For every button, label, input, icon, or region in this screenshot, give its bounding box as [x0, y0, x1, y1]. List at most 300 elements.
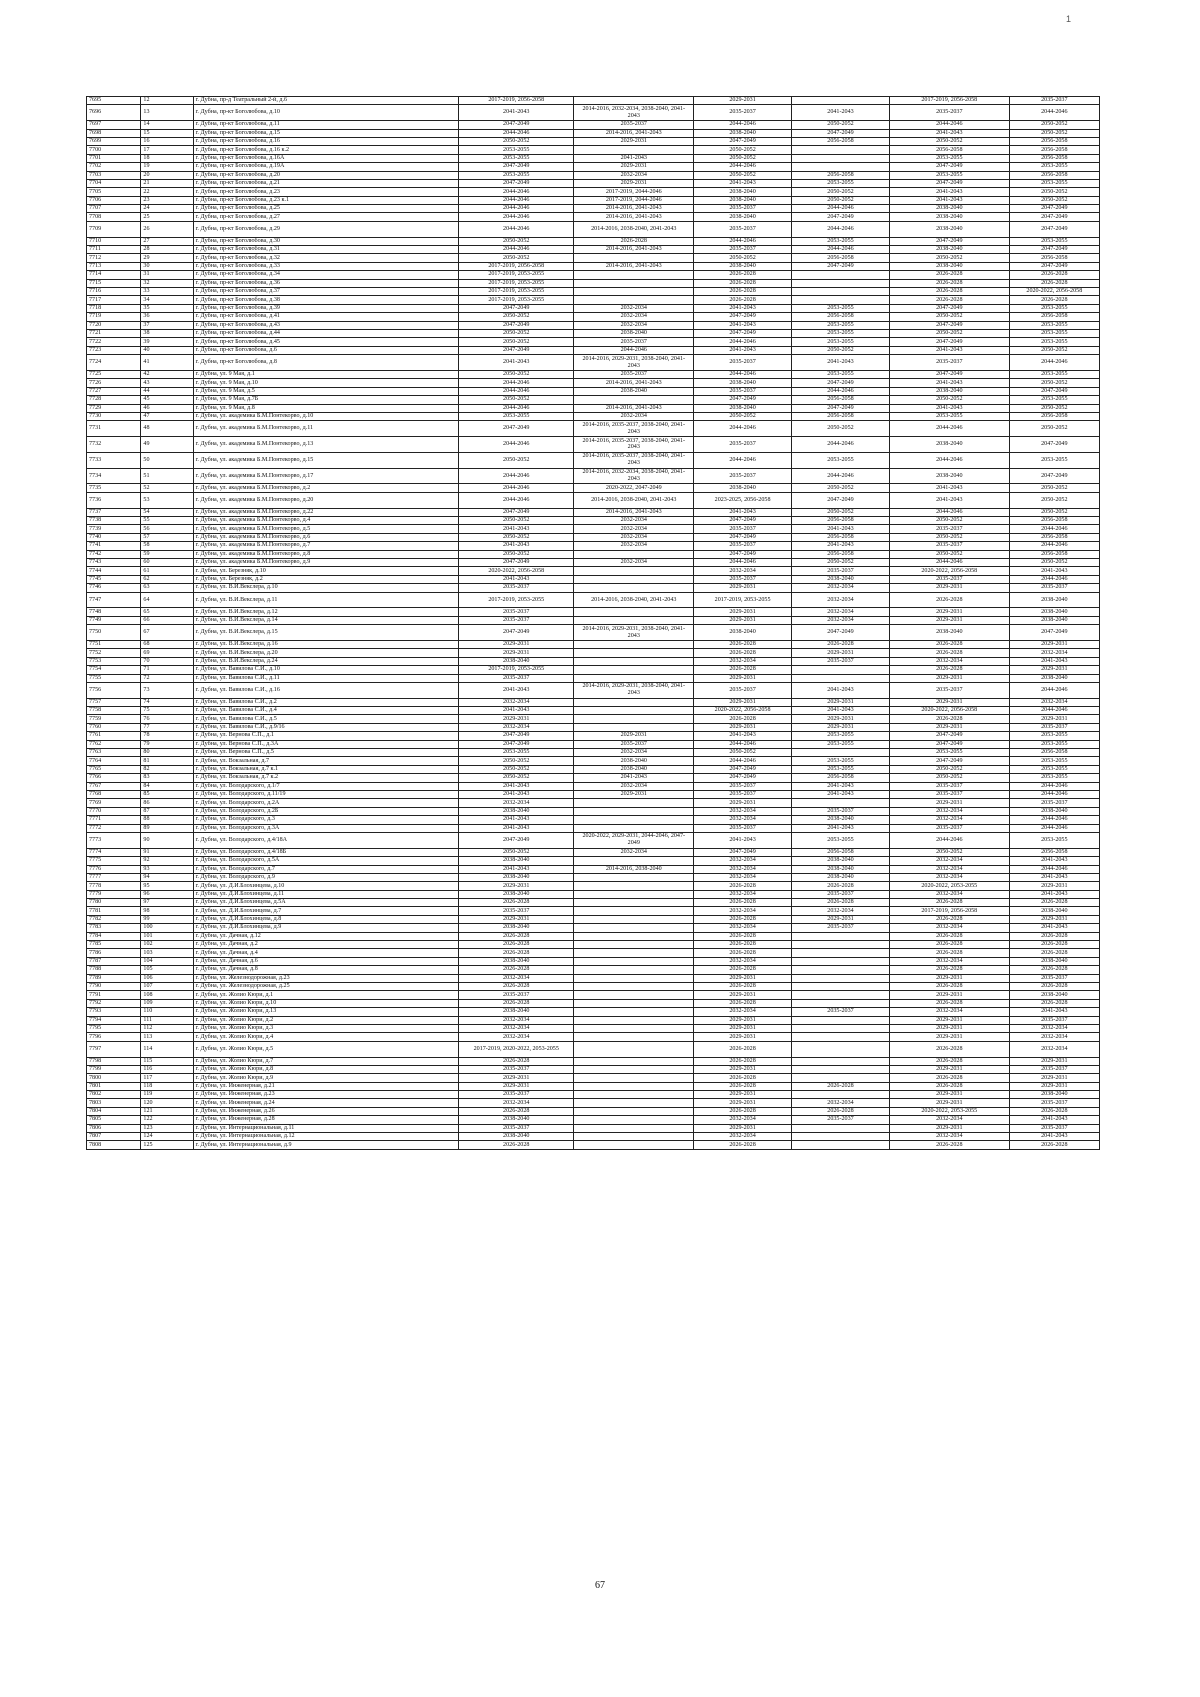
table-cell — [574, 799, 694, 807]
table-cell — [574, 949, 694, 957]
table-cell: 2050-2052 — [792, 508, 890, 516]
table-cell: 75 — [141, 707, 193, 715]
table-cell: 2014-2016, 2035-2037, 2038-2040, 2041-2043 — [574, 452, 694, 468]
table-cell: г. Дубна, пр-кт Боголюбова, д.29 — [193, 221, 458, 237]
table-cell: 2053-2055 — [1009, 370, 1099, 378]
table-cell: 2047-2049 — [1009, 468, 1099, 484]
table-cell: г. Дубна, ул. академика Б.М.Понтекорво, д.11 — [193, 421, 458, 437]
table-cell: 2047-2049 — [694, 550, 792, 558]
table-row — [87, 346, 1100, 354]
table-cell: 2038-2040 — [459, 657, 574, 665]
table-cell: 2032-2034 — [792, 608, 890, 616]
table-cell: 2056-2058 — [1009, 550, 1099, 558]
table-cell: 7739 — [87, 525, 141, 533]
table-cell: 95 — [141, 882, 193, 890]
table-cell: 2014-2016, 2041-2043 — [574, 129, 694, 137]
table-cell: 2038-2040 — [1009, 907, 1099, 915]
table-cell: 2035-2037 — [459, 584, 574, 592]
table-cell: 2041-2043 — [459, 865, 574, 873]
table-cell: 7803 — [87, 1099, 141, 1107]
table-cell — [574, 1057, 694, 1065]
table-cell: 7802 — [87, 1091, 141, 1099]
table-cell: 2032-2034 — [889, 816, 1009, 824]
table-cell: г. Дубна, ул. академика Б.М.Понтекорво, д.5 — [193, 525, 458, 533]
table-cell: 2032-2034 — [1009, 698, 1099, 706]
table-cell: 2047-2049 — [1009, 221, 1099, 237]
table-cell: 2044-2046 — [694, 757, 792, 765]
table-row — [87, 657, 1100, 665]
table-cell: 2038-2040 — [889, 221, 1009, 237]
table-cell: 2026-2028 — [889, 279, 1009, 287]
table-cell: 2038-2040 — [694, 484, 792, 492]
table-row — [87, 882, 1100, 890]
table-cell: г. Дубна, ул. Д.И.Блохинцева, д.9 — [193, 924, 458, 932]
table-cell: 7760 — [87, 723, 141, 731]
table-cell: 2056-2058 — [1009, 146, 1099, 154]
table-cell: 2050-2052 — [792, 421, 890, 437]
table-cell: 2029-2031 — [1009, 882, 1099, 890]
table-cell: 2041-2043 — [694, 832, 792, 848]
table-cell: 2035-2037 — [574, 740, 694, 748]
table-row — [87, 649, 1100, 657]
table-cell: 2053-2055 — [459, 171, 574, 179]
table-cell: 42 — [141, 370, 193, 378]
table-cell: 7711 — [87, 246, 141, 254]
table-cell: 2017-2019, 2056-2058 — [889, 97, 1009, 105]
table-cell — [574, 999, 694, 1007]
table-cell: 2026-2028 — [574, 237, 694, 245]
table-cell: 2032-2034 — [889, 890, 1009, 898]
table-cell: 7701 — [87, 154, 141, 162]
table-cell — [574, 1141, 694, 1149]
table-row — [87, 782, 1100, 790]
table-cell: 2026-2028 — [889, 666, 1009, 674]
table-cell: 2044-2046 — [889, 421, 1009, 437]
table-cell: г. Дубна, пр-кт Боголюбова, д.11 — [193, 121, 458, 129]
table-cell: 2041-2043 — [1009, 873, 1099, 881]
table-cell: 2044-2046 — [1009, 865, 1099, 873]
table-cell: 55 — [141, 517, 193, 525]
table-cell: 59 — [141, 550, 193, 558]
table-cell: 18 — [141, 154, 193, 162]
table-cell: 2053-2055 — [792, 179, 890, 187]
table-cell: 78 — [141, 732, 193, 740]
table-row — [87, 723, 1100, 731]
table-cell: 2029-2031 — [792, 723, 890, 731]
table-cell: 2026-2028 — [889, 949, 1009, 957]
table-cell: 2047-2049 — [694, 137, 792, 145]
table-cell: 2026-2028 — [792, 882, 890, 890]
table-cell: 2029-2031 — [889, 1091, 1009, 1099]
table-row — [87, 974, 1100, 982]
table-cell: 45 — [141, 396, 193, 404]
table-cell: 16 — [141, 137, 193, 145]
table-row — [87, 807, 1100, 815]
table-cell: 7738 — [87, 517, 141, 525]
table-cell: 2038-2040 — [889, 387, 1009, 395]
table-cell: 2056-2058 — [792, 254, 890, 262]
table-cell: 2020-2022, 2056-2058 — [1009, 288, 1099, 296]
table-cell — [792, 1091, 890, 1099]
table-cell: 2050-2052 — [459, 765, 574, 773]
table-cell: 2020-2022, 2056-2058 — [889, 707, 1009, 715]
table-row — [87, 749, 1100, 757]
table-cell: 2035-2037 — [694, 387, 792, 395]
table-cell: 53 — [141, 492, 193, 508]
table-cell: г. Дубна, ул. Березняк, д.2 — [193, 575, 458, 583]
table-cell: 2032-2034 — [574, 321, 694, 329]
table-cell — [574, 1107, 694, 1115]
table-cell: 2026-2028 — [792, 1082, 890, 1090]
table-cell: 2044-2046 — [459, 188, 574, 196]
table-cell: 2035-2037 — [459, 1091, 574, 1099]
table-cell: 44 — [141, 387, 193, 395]
table-cell: 37 — [141, 321, 193, 329]
table-cell: 2020-2022, 2053-2055 — [889, 882, 1009, 890]
table-cell: 49 — [141, 437, 193, 453]
table-cell: 2053-2055 — [889, 154, 1009, 162]
table-cell: 110 — [141, 1008, 193, 1016]
table-cell: г. Дубна, ул. Жолио Кюри, д.4 — [193, 1033, 458, 1041]
table-cell: 2047-2049 — [459, 179, 574, 187]
table-row — [87, 97, 1100, 105]
table-cell: г. Дубна, ул. Д.И.Блохинцева, д.8 — [193, 915, 458, 923]
table-cell: 2044-2046 — [889, 832, 1009, 848]
table-cell: 2026-2028 — [1009, 296, 1099, 304]
table-cell — [574, 567, 694, 575]
table-cell: 2038-2040 — [792, 865, 890, 873]
table-cell: 2035-2037 — [792, 657, 890, 665]
table-cell: 2047-2049 — [694, 774, 792, 782]
table-cell: 2050-2052 — [459, 517, 574, 525]
table-cell: 88 — [141, 816, 193, 824]
table-cell: 108 — [141, 991, 193, 999]
table-cell: г. Дубна, ул. Инженерная, д.23 — [193, 1091, 458, 1099]
table-cell: 2050-2052 — [792, 196, 890, 204]
table-cell: 2050-2052 — [459, 452, 574, 468]
table-cell: г. Дубна, ул. Вокзальная, д.7 — [193, 757, 458, 765]
table-cell: 2029-2031 — [694, 1099, 792, 1107]
table-cell: 40 — [141, 346, 193, 354]
table-cell: г. Дубна, ул. Вавилова С.И., д.5 — [193, 715, 458, 723]
table-cell: 2014-2016, 2041-2043 — [574, 205, 694, 213]
table-cell: 2035-2037 — [792, 1008, 890, 1016]
table-cell: 2053-2055 — [459, 749, 574, 757]
table-cell: 2026-2028 — [889, 999, 1009, 1007]
table-cell — [792, 999, 890, 1007]
table-row — [87, 682, 1100, 698]
table-cell: 2050-2052 — [459, 550, 574, 558]
table-cell: 2041-2043 — [792, 782, 890, 790]
table-cell: 115 — [141, 1057, 193, 1065]
table-cell: 2038-2040 — [694, 262, 792, 270]
table-cell: 2053-2055 — [792, 329, 890, 337]
table-cell: 7745 — [87, 575, 141, 583]
table-cell: 102 — [141, 941, 193, 949]
table-cell: 2056-2058 — [792, 313, 890, 321]
table-cell: 2047-2049 — [792, 379, 890, 387]
table-cell: 2047-2049 — [1009, 213, 1099, 221]
table-cell: 2029-2031 — [889, 1065, 1009, 1073]
table-cell: 2029-2031 — [889, 1033, 1009, 1041]
table-cell: 7756 — [87, 682, 141, 698]
table-cell: 7778 — [87, 882, 141, 890]
table-cell: 2026-2028 — [694, 279, 792, 287]
table-cell: 7770 — [87, 807, 141, 815]
table-cell: 2050-2052 — [1009, 121, 1099, 129]
table-cell: 86 — [141, 799, 193, 807]
table-cell — [574, 657, 694, 665]
table-cell: 2026-2028 — [1009, 999, 1099, 1007]
table-cell: 2041-2043 — [1009, 567, 1099, 575]
table-cell: 2029-2031 — [694, 1016, 792, 1024]
table-cell: 7741 — [87, 542, 141, 550]
table-cell: 7710 — [87, 237, 141, 245]
table-cell: 7748 — [87, 608, 141, 616]
table-cell: 2047-2049 — [792, 404, 890, 412]
table-cell: 2047-2049 — [459, 163, 574, 171]
table-cell: г. Дубна, ул. Инженерная, д.21 — [193, 1082, 458, 1090]
table-cell: 82 — [141, 765, 193, 773]
table-cell: 29 — [141, 254, 193, 262]
table-cell: г. Дубна, ул. Володарского, д.3 — [193, 816, 458, 824]
table-cell: 50 — [141, 452, 193, 468]
table-cell: г. Дубна, ул. Жолио Кюри, д.8 — [193, 1065, 458, 1073]
table-cell: 2044-2046 — [459, 196, 574, 204]
table-cell: 2017-2019, 2056-2058 — [459, 97, 574, 105]
table-cell: 2041-2043 — [792, 525, 890, 533]
table-cell — [574, 584, 694, 592]
table-cell — [792, 1141, 890, 1149]
table-cell: 2053-2055 — [792, 321, 890, 329]
table-cell: 77 — [141, 723, 193, 731]
table-cell: 2032-2034 — [694, 857, 792, 865]
table-cell: 12 — [141, 97, 193, 105]
table-cell: 2044-2046 — [459, 205, 574, 213]
table-cell: г. Дубна, ул. Вавилова С.И., д.10 — [193, 666, 458, 674]
table-cell: 7794 — [87, 1016, 141, 1024]
table-row — [87, 370, 1100, 378]
table-cell: 2026-2028 — [1009, 279, 1099, 287]
table-cell: 33 — [141, 288, 193, 296]
table-cell: 89 — [141, 824, 193, 832]
table-row — [87, 271, 1100, 279]
table-cell: 2053-2055 — [1009, 832, 1099, 848]
table-row — [87, 1016, 1100, 1024]
table-cell: 2032-2034 — [574, 559, 694, 567]
table-cell: 2053-2055 — [1009, 338, 1099, 346]
table-cell: 2050-2052 — [1009, 492, 1099, 508]
table-cell: 2029-2031 — [792, 915, 890, 923]
table-cell — [574, 279, 694, 287]
table-cell: 2038-2040 — [792, 816, 890, 824]
table-cell: 2029-2031 — [1009, 715, 1099, 723]
table-cell: 2047-2049 — [1009, 262, 1099, 270]
table-row — [87, 205, 1100, 213]
table-cell: 2014-2016, 2032-2034, 2038-2040, 2041-2043 — [574, 105, 694, 121]
table-cell: 2044-2046 — [694, 370, 792, 378]
table-cell: 2035-2037 — [792, 807, 890, 815]
table-cell: 2032-2034 — [574, 171, 694, 179]
table-cell: 2038-2040 — [1009, 674, 1099, 682]
table-cell: 2038-2040 — [1009, 592, 1099, 608]
table-cell: 2050-2052 — [694, 412, 792, 420]
table-cell: 2056-2058 — [792, 848, 890, 856]
table-cell: 32 — [141, 279, 193, 287]
table-cell: г. Дубна, ул. академика Б.М.Понтекорво, д.9 — [193, 559, 458, 567]
table-cell: 2038-2040 — [1009, 1091, 1099, 1099]
table-cell: 123 — [141, 1124, 193, 1132]
table-cell: 7707 — [87, 205, 141, 213]
table-row — [87, 949, 1100, 957]
table-cell: 2032-2034 — [459, 723, 574, 731]
table-cell: 2032-2034 — [574, 782, 694, 790]
table-cell: 2047-2049 — [889, 740, 1009, 748]
table-cell: 7749 — [87, 616, 141, 624]
table-cell: 2053-2055 — [889, 749, 1009, 757]
table-cell: 2029-2031 — [889, 674, 1009, 682]
table-cell: г. Дубна, ул. академика Б.М.Понтекорво, д.7 — [193, 542, 458, 550]
table-cell: 2032-2034 — [694, 1116, 792, 1124]
table-cell: г. Дубна, ул. Володарского, д.2А — [193, 799, 458, 807]
table-cell: 120 — [141, 1099, 193, 1107]
table-cell: 2026-2028 — [1009, 899, 1099, 907]
table-row — [87, 296, 1100, 304]
table-row — [87, 525, 1100, 533]
table-row — [87, 387, 1100, 395]
table-cell: 2035-2037 — [1009, 1065, 1099, 1073]
table-cell: г. Дубна, ул. Интернациональная, д.11 — [193, 1124, 458, 1132]
table-cell: 2017-2019, 2053-2055 — [459, 288, 574, 296]
table-cell: 2038-2040 — [459, 1133, 574, 1141]
table-cell: 2029-2031 — [574, 137, 694, 145]
table-cell: 2029-2031 — [1009, 1057, 1099, 1065]
table-cell: 2038-2040 — [574, 329, 694, 337]
table-cell: г. Дубна, ул. Володарского, д.2Б — [193, 807, 458, 815]
table-cell: 2029-2031 — [889, 698, 1009, 706]
table-cell: 60 — [141, 559, 193, 567]
table-cell: 74 — [141, 698, 193, 706]
table-row — [87, 188, 1100, 196]
table-cell: 2017-2019, 2053-2055 — [459, 296, 574, 304]
table-cell: 2026-2028 — [792, 1107, 890, 1115]
table-cell: 124 — [141, 1133, 193, 1141]
table-cell: 2056-2058 — [1009, 154, 1099, 162]
table-cell: 2026-2028 — [459, 932, 574, 940]
table-cell: 7705 — [87, 188, 141, 196]
table-cell: 2041-2043 — [574, 774, 694, 782]
table-cell: 2044-2046 — [694, 421, 792, 437]
table-cell: г. Дубна, пр-кт Боголюбова, д.8 — [193, 355, 458, 371]
table-row — [87, 129, 1100, 137]
table-cell: 112 — [141, 1024, 193, 1032]
table-cell: 2029-2031 — [694, 1124, 792, 1132]
table-cell: 7765 — [87, 765, 141, 773]
table-cell: г. Дубна, ул. Володарского, д.5А — [193, 857, 458, 865]
table-cell: 2044-2046 — [694, 121, 792, 129]
table-cell: г. Дубна, ул. В.И.Векслера, д.11 — [193, 592, 458, 608]
table-cell: 25 — [141, 213, 193, 221]
table-cell: 2047-2049 — [889, 757, 1009, 765]
table-cell: 2026-2028 — [889, 966, 1009, 974]
table-cell: 2035-2037 — [1009, 1016, 1099, 1024]
table-row — [87, 412, 1100, 420]
table-cell: 90 — [141, 832, 193, 848]
table-cell: г. Дубна, ул. Д.И.Блохинцева, д.11 — [193, 890, 458, 898]
table-cell: 2044-2046 — [1009, 816, 1099, 824]
table-cell: 2050-2052 — [694, 154, 792, 162]
table-cell — [574, 715, 694, 723]
table-cell: 2038-2040 — [459, 890, 574, 898]
table-cell: г. Дубна, пр-д Театральный 2-й, д.6 — [193, 97, 458, 105]
table-cell: 20 — [141, 171, 193, 179]
table-cell: 101 — [141, 932, 193, 940]
table-row — [87, 196, 1100, 204]
table-cell: 2041-2043 — [459, 355, 574, 371]
table-cell: г. Дубна, ул. Вавилова С.И., д.11 — [193, 674, 458, 682]
table-cell: 2050-2052 — [792, 188, 890, 196]
table-cell: 21 — [141, 179, 193, 187]
table-cell: 7723 — [87, 346, 141, 354]
table-row — [87, 1141, 1100, 1149]
table-cell: 2041-2043 — [792, 682, 890, 698]
table-cell: 2041-2043 — [459, 824, 574, 832]
table-cell: 2026-2028 — [694, 982, 792, 990]
table-cell: 2026-2028 — [694, 1074, 792, 1082]
table-cell — [792, 799, 890, 807]
table-cell: 2017-2019, 2044-2046 — [574, 196, 694, 204]
table-cell — [792, 163, 890, 171]
table-cell: 105 — [141, 966, 193, 974]
table-cell: 2056-2058 — [1009, 848, 1099, 856]
table-cell: 7801 — [87, 1082, 141, 1090]
table-row — [87, 848, 1100, 856]
table-cell: 2053-2055 — [1009, 452, 1099, 468]
table-cell: 7753 — [87, 657, 141, 665]
table-cell: 2032-2034 — [694, 907, 792, 915]
table-cell: 7791 — [87, 991, 141, 999]
table-cell: г. Дубна, ул. 9 Мая, д.1 — [193, 370, 458, 378]
table-cell: 2026-2028 — [459, 949, 574, 957]
table-cell: 7726 — [87, 379, 141, 387]
table-cell — [574, 873, 694, 881]
table-cell: 2047-2049 — [459, 304, 574, 312]
table-cell: 2047-2049 — [792, 625, 890, 641]
table-cell: 7718 — [87, 304, 141, 312]
table-cell: 2053-2055 — [1009, 774, 1099, 782]
table-cell: 2032-2034 — [694, 865, 792, 873]
table-cell — [574, 698, 694, 706]
table-row — [87, 396, 1100, 404]
table-cell: 2041-2043 — [459, 575, 574, 583]
table-cell: 2056-2058 — [792, 396, 890, 404]
table-cell: 2050-2052 — [459, 313, 574, 321]
table-cell: 67 — [141, 625, 193, 641]
table-cell: 2029-2031 — [459, 715, 574, 723]
table-cell: г. Дубна, ул. В.И.Векслера, д.12 — [193, 608, 458, 616]
table-cell: 2050-2052 — [889, 550, 1009, 558]
table-cell — [574, 824, 694, 832]
table-cell: 7762 — [87, 740, 141, 748]
table-cell: г. Дубна, ул. Инженерная, д.28 — [193, 1116, 458, 1124]
table-row — [87, 262, 1100, 270]
schedule-table — [86, 96, 1100, 1150]
table-cell: г. Дубна, ул. Володарского, д.4/18Б — [193, 848, 458, 856]
table-cell: 72 — [141, 674, 193, 682]
table-cell: 2029-2031 — [889, 1099, 1009, 1107]
table-cell: г. Дубна, ул. академика Б.М.Понтекорво, д.10 — [193, 412, 458, 420]
table-cell: 2029-2031 — [459, 640, 574, 648]
